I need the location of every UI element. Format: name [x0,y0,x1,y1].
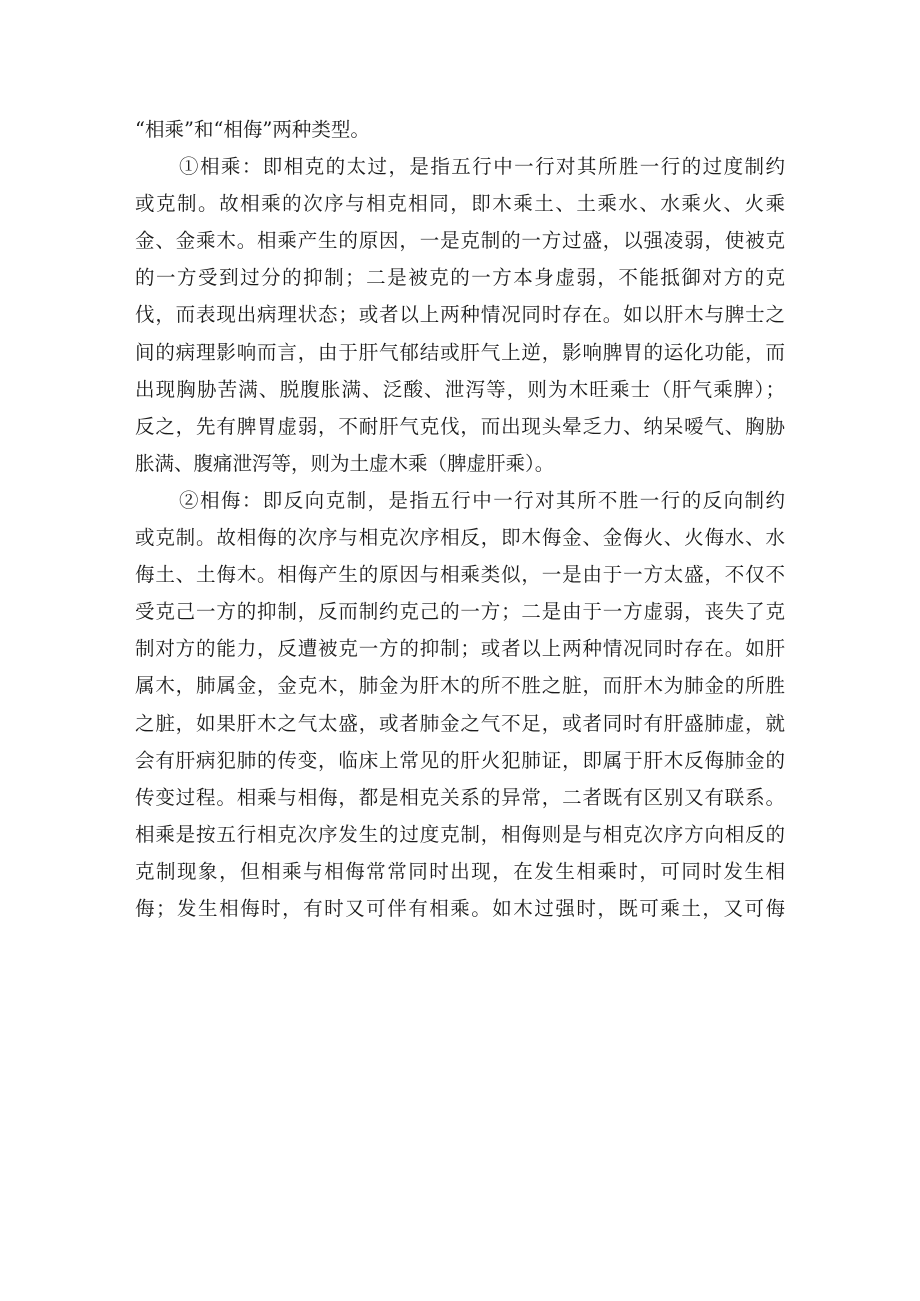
text-line: 传变过程。相乘与相侮，都是相克关系的异常，二者既有区别又有联系。 [135,785,785,809]
text-line: 侮；发生相侮时，有时又可伴有相乘。如木过强时，既可乘土，又可侮 [135,896,785,920]
text-line: 伐，而表现出病理状态；或者以上两种情况同时存在。如以肝木与脾士之 [135,303,785,327]
text-line: 出现胸胁苦满、脱腹胀满、泛酸、泄泻等，则为木旺乘士（肝气乘脾）； [135,377,785,401]
text-line: 反之，先有脾胃虚弱，不耐肝气克伐，而出现头晕乏力、纳呆嗳气、胸胁 [135,414,785,438]
text-line: ②相侮：即反向克制，是指五行中一行对其所不胜一行的反向制约 [179,488,785,512]
text-line: 克制现象，但相乘与相侮常常同时出现，在发生相乘时，可同时发生相 [135,859,785,883]
text-line: 或克制。故相侮的次序与相克次序相反，即木侮金、金侮火、火侮水、水 [135,526,785,550]
text-line: 相乘是按五行相克次序发生的过度克制，相侮则是与相克次序方向相反的 [135,822,785,846]
text-line: “相乘”和“相侮”两种类型。 [135,118,370,141]
text-line: 制对方的能力，反遭被克一方的抑制；或者以上两种情况同时存在。如肝 [135,637,785,661]
body-text [135,111,785,927]
text-line: 会有肝病犯肺的传变，临床上常见的肝火犯肺证，即属于肝木反侮肺金的 [135,748,785,772]
text-line: 金、金乘木。相乘产生的原因，一是克制的一方过盛，以强凌弱，使被克 [135,229,785,253]
text-line: 的一方受到过分的抑制；二是被克的一方本身虚弱，不能抵御对方的克 [135,266,785,290]
text-line: 受克己一方的抑制，反而制约克己的一方；二是由于一方虚弱，丧失了克 [135,600,785,624]
text-line: 侮土、土侮木。相侮产生的原因与相乘类似，一是由于一方太盛，不仅不 [135,563,785,587]
text-line: 胀满、腹痛泄泻等，则为土虚木乘（脾虚肝乘）。 [135,451,555,475]
text-line: 属木，肺属金，金克木，肺金为肝木的所不胜之脏，而肝木为肺金的所胜 [135,674,785,698]
text-line: ①相乘：即相克的太过，是指五行中一行对其所胜一行的过度制约 [179,155,785,179]
text-line: 之脏，如果肝木之气太盛，或者肺金之气不足，或者同时有肝盛肺虚，就 [135,711,785,735]
text-line: 间的病理影响而言，由于肝气郁结或肝气上逆，影响脾胃的运化功能，而 [135,340,785,364]
text-line: 或克制。故相乘的次序与相克相同，即木乘土、土乘水、水乘火、火乘 [135,192,785,216]
